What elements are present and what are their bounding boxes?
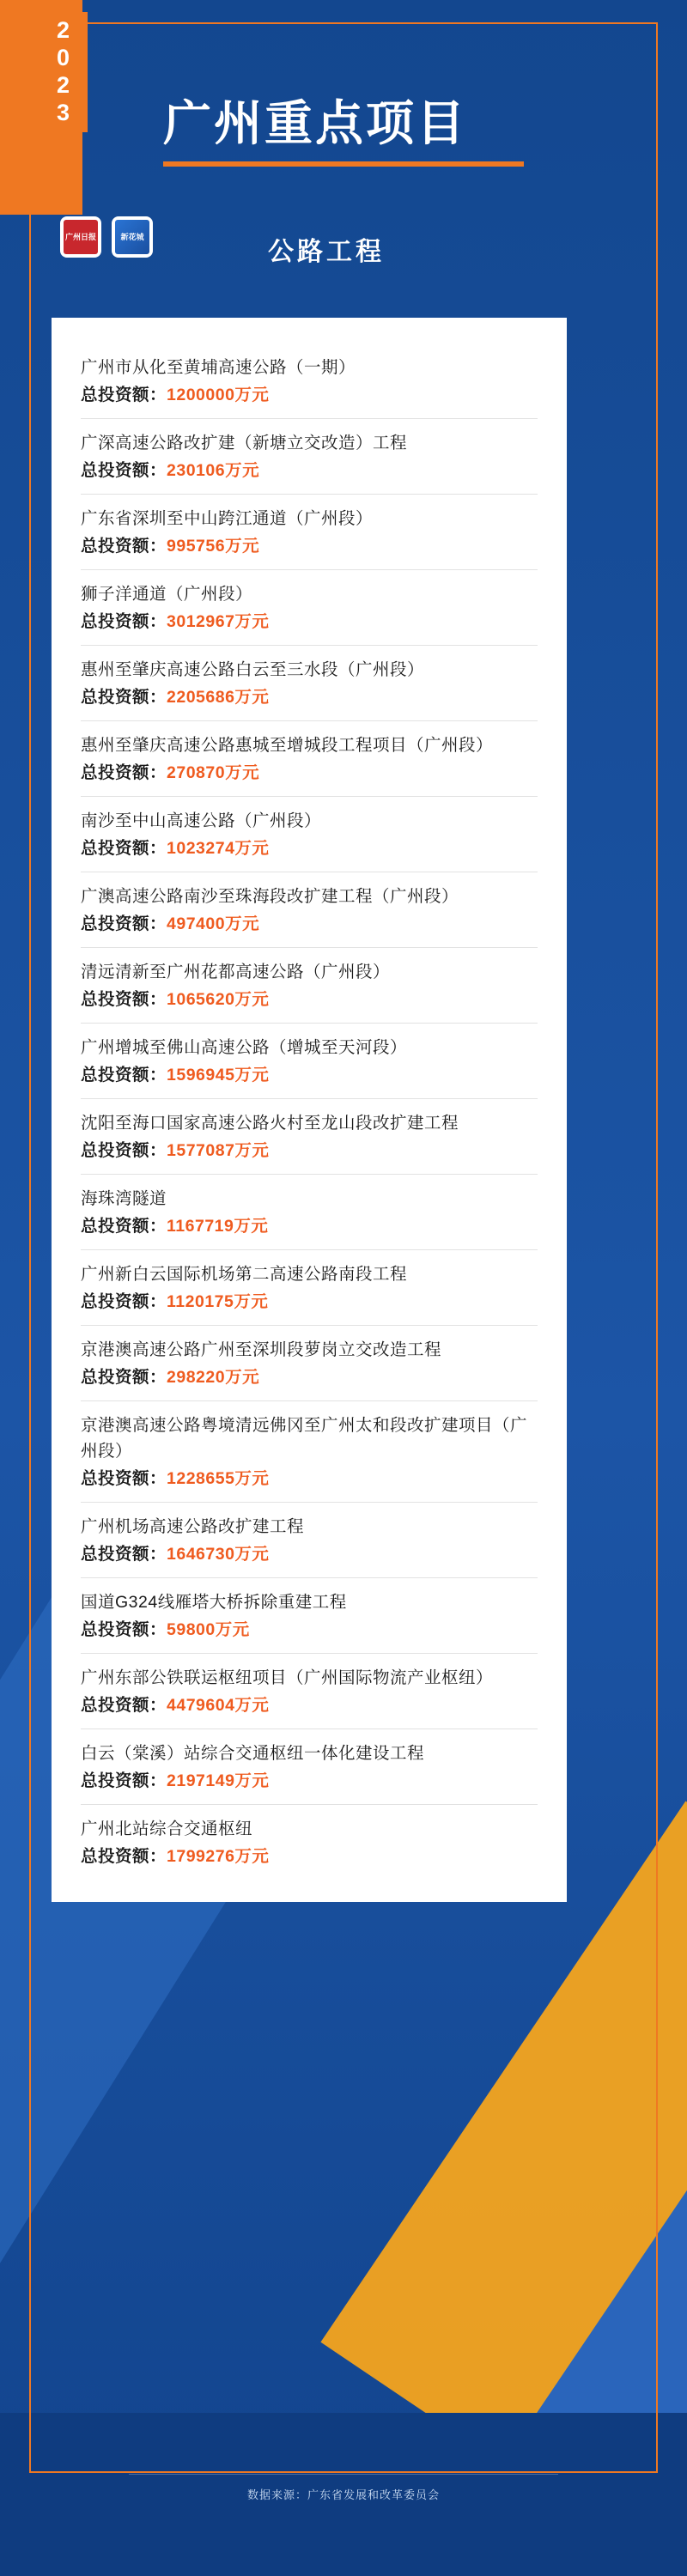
project-investment-row	[81, 1542, 538, 1566]
project-name: 京港澳高速公路粤境清远佛冈至广州太和段改扩建项目（广州段）	[81, 1416, 528, 1461]
project-name: 广州新白云国际机场第二高速公路南段工程	[81, 1265, 408, 1284]
list-item	[81, 494, 538, 569]
project-investment-row	[81, 1214, 538, 1238]
investment-label: 总投资额：	[81, 1696, 167, 1715]
project-investment-row	[81, 1769, 538, 1793]
project-investment-row	[81, 912, 538, 936]
list-item	[81, 796, 538, 872]
project-name: 广州机场高速公路改扩建工程	[81, 1517, 305, 1536]
project-investment-row	[81, 1365, 538, 1389]
investment-amount: 1120175万元	[167, 1292, 269, 1311]
investment-amount: 1065620万元	[167, 990, 270, 1009]
project-list	[52, 318, 567, 1902]
investment-label: 总投资额：	[81, 1292, 167, 1311]
data-source-note: 数据来源：广东省发展和改革委员会	[246, 2488, 440, 2501]
project-name: 广州东部公铁联运枢纽项目（广州国际物流产业枢纽）	[81, 1668, 494, 1687]
investment-amount: 1228655万元	[167, 1469, 270, 1488]
investment-label: 总投资额：	[81, 1217, 167, 1236]
project-investment-row	[81, 1290, 538, 1314]
investment-amount: 1596945万元	[167, 1066, 270, 1084]
list-item	[81, 1653, 538, 1728]
project-name: 狮子洋通道（广州段）	[81, 585, 253, 604]
investment-label: 总投资额：	[81, 537, 167, 556]
list-item	[81, 1174, 538, 1249]
investment-amount: 2205686万元	[167, 688, 270, 707]
project-name: 京港澳高速公路广州至深圳段萝岗立交改造工程	[81, 1340, 442, 1359]
project-investment-row	[81, 459, 538, 483]
list-item	[81, 343, 538, 418]
investment-amount: 298220万元	[167, 1368, 260, 1387]
investment-amount: 2197149万元	[167, 1771, 270, 1790]
list-item	[81, 569, 538, 645]
project-investment-row	[81, 1139, 538, 1163]
project-investment-row	[81, 610, 538, 634]
investment-amount: 1577087万元	[167, 1141, 270, 1160]
project-name: 广州北站综合交通枢纽	[81, 1820, 253, 1838]
project-investment-row	[81, 761, 538, 785]
investment-amount: 1799276万元	[167, 1847, 270, 1866]
investment-label: 总投资额：	[81, 1141, 167, 1160]
investment-amount: 497400万元	[167, 914, 260, 933]
guangzhou-daily-logo-text: 广州日报	[64, 220, 98, 254]
project-investment-row	[81, 1618, 538, 1642]
project-name: 广东省深圳至中山跨江通道（广州段）	[81, 509, 374, 528]
project-name: 广澳高速公路南沙至珠海段改扩建工程（广州段）	[81, 887, 459, 906]
poster-header	[0, 0, 687, 343]
xinhuacheng-logo-text: 新花城	[115, 220, 149, 254]
investment-amount: 1646730万元	[167, 1545, 270, 1564]
project-name: 沈阳至海口国家高速公路火村至龙山段改扩建工程	[81, 1114, 459, 1133]
investment-label: 总投资额：	[81, 990, 167, 1009]
investment-amount: 270870万元	[167, 763, 260, 782]
project-investment-row	[81, 1693, 538, 1717]
page-subtitle: 公路工程	[268, 238, 385, 266]
list-item	[81, 947, 538, 1023]
investment-label: 总投资额：	[81, 1545, 167, 1564]
project-name: 清远清新至广州花都高速公路（广州段）	[81, 963, 391, 981]
investment-amount: 1200000万元	[167, 386, 270, 404]
investment-label: 总投资额：	[81, 688, 167, 707]
investment-label: 总投资额：	[81, 1847, 167, 1866]
list-item	[81, 1728, 538, 1804]
project-investment-row	[81, 987, 538, 1012]
list-item	[81, 645, 538, 720]
list-item	[81, 1249, 538, 1325]
list-item	[81, 1325, 538, 1400]
project-investment-row	[81, 836, 538, 860]
list-item	[81, 1804, 538, 1880]
list-item	[81, 1400, 538, 1502]
investment-label: 总投资额：	[81, 1066, 167, 1084]
investment-amount: 1023274万元	[167, 839, 270, 858]
investment-amount: 995756万元	[167, 537, 260, 556]
list-item	[81, 1502, 538, 1577]
project-name: 惠州至肇庆高速公路白云至三水段（广州段）	[81, 660, 425, 679]
investment-label: 总投资额：	[81, 1620, 167, 1639]
investment-amount: 230106万元	[167, 461, 260, 480]
list-item	[81, 1023, 538, 1098]
investment-label: 总投资额：	[81, 612, 167, 631]
list-item	[81, 1577, 538, 1653]
investment-label: 总投资额：	[81, 386, 167, 404]
project-investment-row	[81, 1844, 538, 1868]
investment-amount: 4479604万元	[167, 1696, 270, 1715]
list-item	[81, 720, 538, 796]
investment-label: 总投资额：	[81, 763, 167, 782]
project-investment-row	[81, 685, 538, 709]
title-underline	[163, 161, 524, 167]
project-investment-row	[81, 534, 538, 558]
list-item	[81, 1098, 538, 1174]
project-investment-row	[81, 1467, 538, 1491]
project-investment-row	[81, 383, 538, 407]
project-name: 白云（棠溪）站综合交通枢纽一体化建设工程	[81, 1744, 425, 1763]
year-badge: 2023	[38, 12, 88, 132]
investment-label: 总投资额：	[81, 1469, 167, 1488]
project-name: 惠州至肇庆高速公路惠城至增城段工程项目（广州段）	[81, 736, 494, 755]
investment-label: 总投资额：	[81, 914, 167, 933]
project-name: 广深高速公路改扩建（新塘立交改造）工程	[81, 434, 408, 453]
project-name: 南沙至中山高速公路（广州段）	[81, 811, 322, 830]
project-name: 海珠湾隧道	[81, 1189, 167, 1208]
investment-label: 总投资额：	[81, 461, 167, 480]
project-name: 国道G324线雁塔大桥拆除重建工程	[81, 1593, 347, 1612]
list-item	[81, 872, 538, 947]
footer-divider	[129, 2474, 558, 2475]
investment-amount: 3012967万元	[167, 612, 270, 631]
investment-label: 总投资额：	[81, 839, 167, 858]
investment-label: 总投资额：	[81, 1771, 167, 1790]
project-name: 广州增城至佛山高速公路（增城至天河段）	[81, 1038, 408, 1057]
page-title: 广州重点项目	[163, 96, 467, 150]
list-item	[81, 418, 538, 494]
investment-amount: 59800万元	[167, 1620, 250, 1639]
project-investment-row	[81, 1063, 538, 1087]
project-name: 广州市从化至黄埔高速公路（一期）	[81, 358, 356, 377]
investment-label: 总投资额：	[81, 1368, 167, 1387]
investment-amount: 1167719万元	[167, 1217, 269, 1236]
